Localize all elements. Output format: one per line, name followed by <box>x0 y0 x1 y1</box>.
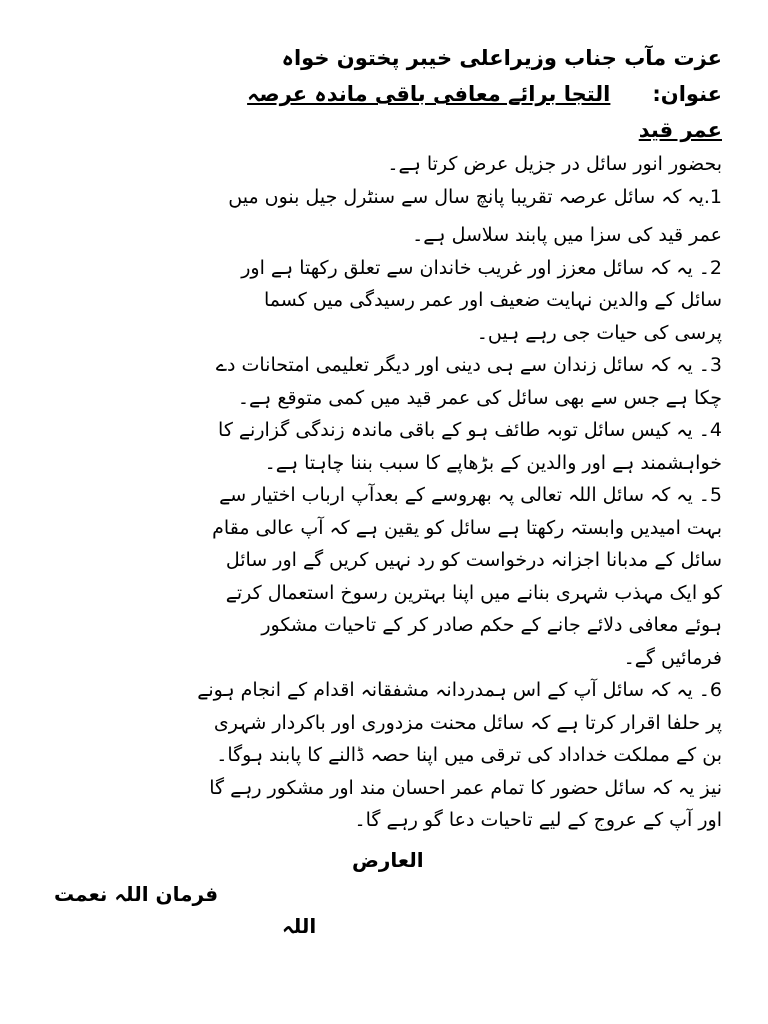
body-line: پرسی کی حیات جی رہے ہیں۔ <box>476 321 722 344</box>
body-line: ہوئے معافی دلائے جانے کے حکم صادر کر کے تاحیات مشکور <box>261 614 722 636</box>
body-line: فرمائیں گے۔ <box>623 646 722 669</box>
body-line: پر حلفا اقرار کرتا ہے کہ سائل محنت مزدوری اور باکردار شہری <box>213 711 722 734</box>
body-line: 1.یہ کہ سائل عرصہ تقریبا پانچ سال سے سنٹرل جیل بنوں میں <box>228 185 722 208</box>
body-line: 3۔ یہ کہ سائل زندان سے ہی دینی اور دیگر تعلیمی امتحانات دے <box>215 354 722 376</box>
body-line: 6۔ یہ کہ سائل آپ کے اس ہمدردانہ مشفقانہ اقدام کے انجام ہونے <box>197 679 722 701</box>
salutation-line: بحضور انور سائل در جزیل عرض کرتا ہے۔ <box>387 153 722 175</box>
body-line: عمر قید کی سزا میں پابند سلاسل ہے۔ <box>412 224 722 246</box>
body-line: چکا ہے جس سے بھی سائل کی عمر قید میں کمی متوقع ہے۔ <box>237 386 722 409</box>
letter-body <box>50 40 722 837</box>
body-line: 4۔ یہ کیس سائل توبہ طائف ہو کے باقی ماندہ زندگی گزارنے کا <box>218 419 722 441</box>
body-line: نیز یہ کہ سائل حضور کا تمام عمر احسان مند اور مشکور رہے گا <box>209 776 722 799</box>
body-line: بن کے مملکت خداداد کی ترقی میں اپنا حصہ ڈالنے کا پابند ہوگا۔ <box>216 744 722 766</box>
body-line: خواہشمند ہے اور والدین کے بڑھاپے کا سبب بننا چاہتا ہے۔ <box>264 451 722 474</box>
body-line: کو ایک مہذب شہری بنانے میں اپنا بہترین رسوخ استعمال کرتے <box>225 581 722 604</box>
subject-label: عنوان: <box>652 82 722 106</box>
subject-text-continuation: عمر قید <box>638 118 722 142</box>
subject-text: التجا برائے معافی باقی ماندہ عرصہ <box>247 82 611 106</box>
signatory-name: فرمان اللہ نعمت <box>54 882 219 906</box>
subject-line <box>50 76 722 112</box>
addressee-line: عزت مآب جناب وزیراعلی خیبر پختون خواہ <box>281 46 722 70</box>
body-line: بہت امیدیں وابستہ رکھتا ہے سائل کو یقین ہے کہ آپ عالی مقام <box>212 516 722 539</box>
body-line: 5۔ یہ کہ سائل اللہ تعالی پہ بھروسے کے بعدآپ ارباب اختیار سے <box>219 484 722 506</box>
body-line: اور آپ کے عروج کے لیے تاحیات دعا گو رہے گا۔ <box>354 809 722 831</box>
closing-label: العارض <box>352 848 424 872</box>
body-line: سائل کے مدبانا اجزانہ درخواست کو رد نہیں کریں گے اور سائل <box>225 549 722 571</box>
body-line: سائل کے والدین نہایت ضعیف اور عمر رسیدگی میں کسما <box>263 289 722 311</box>
signatory-name-continuation: اللہ <box>282 914 317 938</box>
body-line: 2۔ یہ کہ سائل معزز اور غریب خاندان سے تعلق رکھتا ہے اور <box>241 256 722 279</box>
